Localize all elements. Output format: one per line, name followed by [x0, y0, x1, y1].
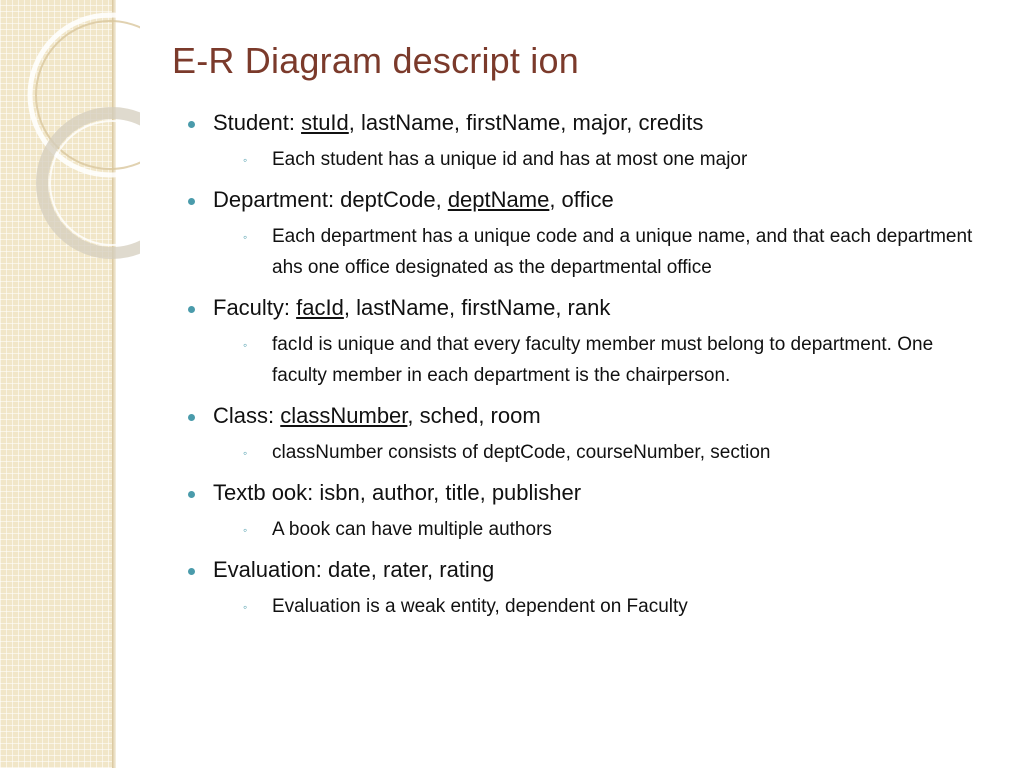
sub-bullet: [243, 221, 988, 283]
bullet-dot-icon: [188, 568, 195, 575]
bullet-department: [188, 185, 988, 283]
sub-bullet: [243, 144, 988, 175]
sub-bullet-text: A book can have multiple authors: [272, 519, 552, 540]
bullet-student: [188, 108, 988, 175]
ring-bullet-icon: ◦: [243, 523, 248, 537]
bullet-dot-icon: [188, 121, 195, 128]
ring-bullet-icon: ◦: [243, 600, 248, 614]
bullet-text: Faculty:: [213, 295, 297, 320]
bullet-list: [188, 108, 988, 622]
bullet-dot-icon: [188, 491, 195, 498]
bullet-text: , lastName, firstName, major, credits: [348, 110, 704, 135]
slide-title: E-R Diagram descript ion: [172, 40, 579, 81]
bullet-text: Class:: [213, 403, 281, 428]
sub-bullet-text: Each department has a unique code and a unique name, and that each department ahs one office designated as the departmental office: [272, 226, 973, 278]
bullet-faculty: [188, 293, 988, 391]
ring-bullet-icon: ◦: [243, 153, 248, 167]
bullet-dot-icon: [188, 414, 195, 421]
ring-bullet-icon: ◦: [243, 338, 248, 352]
bullet-text: Textb ook: isbn, author, title, publisher: [213, 480, 582, 505]
bullet-class: [188, 401, 988, 468]
primary-key: classNumber: [280, 403, 408, 428]
bullet-dot-icon: [188, 306, 195, 313]
bullet-text: , lastName, firstName, rank: [343, 295, 611, 320]
ring-bullet-icon: ◦: [243, 446, 248, 460]
bullet-textbook: [188, 478, 988, 545]
decorative-circles: [0, 0, 140, 300]
ring-bullet-icon: ◦: [243, 230, 248, 244]
bullet-dot-icon: [188, 198, 195, 205]
sub-bullet: [243, 591, 988, 622]
bullet-text: Department: deptCode,: [213, 187, 448, 212]
bullet-text: Student:: [213, 110, 302, 135]
primary-key: stuId: [301, 110, 349, 135]
sub-bullet-text: classNumber consists of deptCode, courseNumber, section: [272, 442, 771, 463]
sub-bullet-text: facId is unique and that every faculty member must belong to department. One faculty member in each department is the chairperson.: [272, 334, 934, 386]
primary-key: deptName: [447, 187, 550, 212]
sub-bullet-text: Each student has a unique id and has at most one major: [272, 149, 748, 170]
sub-bullet: [243, 329, 988, 391]
sub-bullet: [243, 437, 988, 468]
bullet-evaluation: [188, 555, 988, 622]
sub-bullet-text: Evaluation is a weak entity, dependent on Faculty: [272, 596, 688, 617]
bullet-text: , office: [549, 187, 614, 212]
bullet-text: Evaluation: date, rater, rating: [213, 557, 495, 582]
sub-bullet: [243, 514, 988, 545]
primary-key: facId: [296, 295, 344, 320]
bullet-text: , sched, room: [407, 403, 541, 428]
